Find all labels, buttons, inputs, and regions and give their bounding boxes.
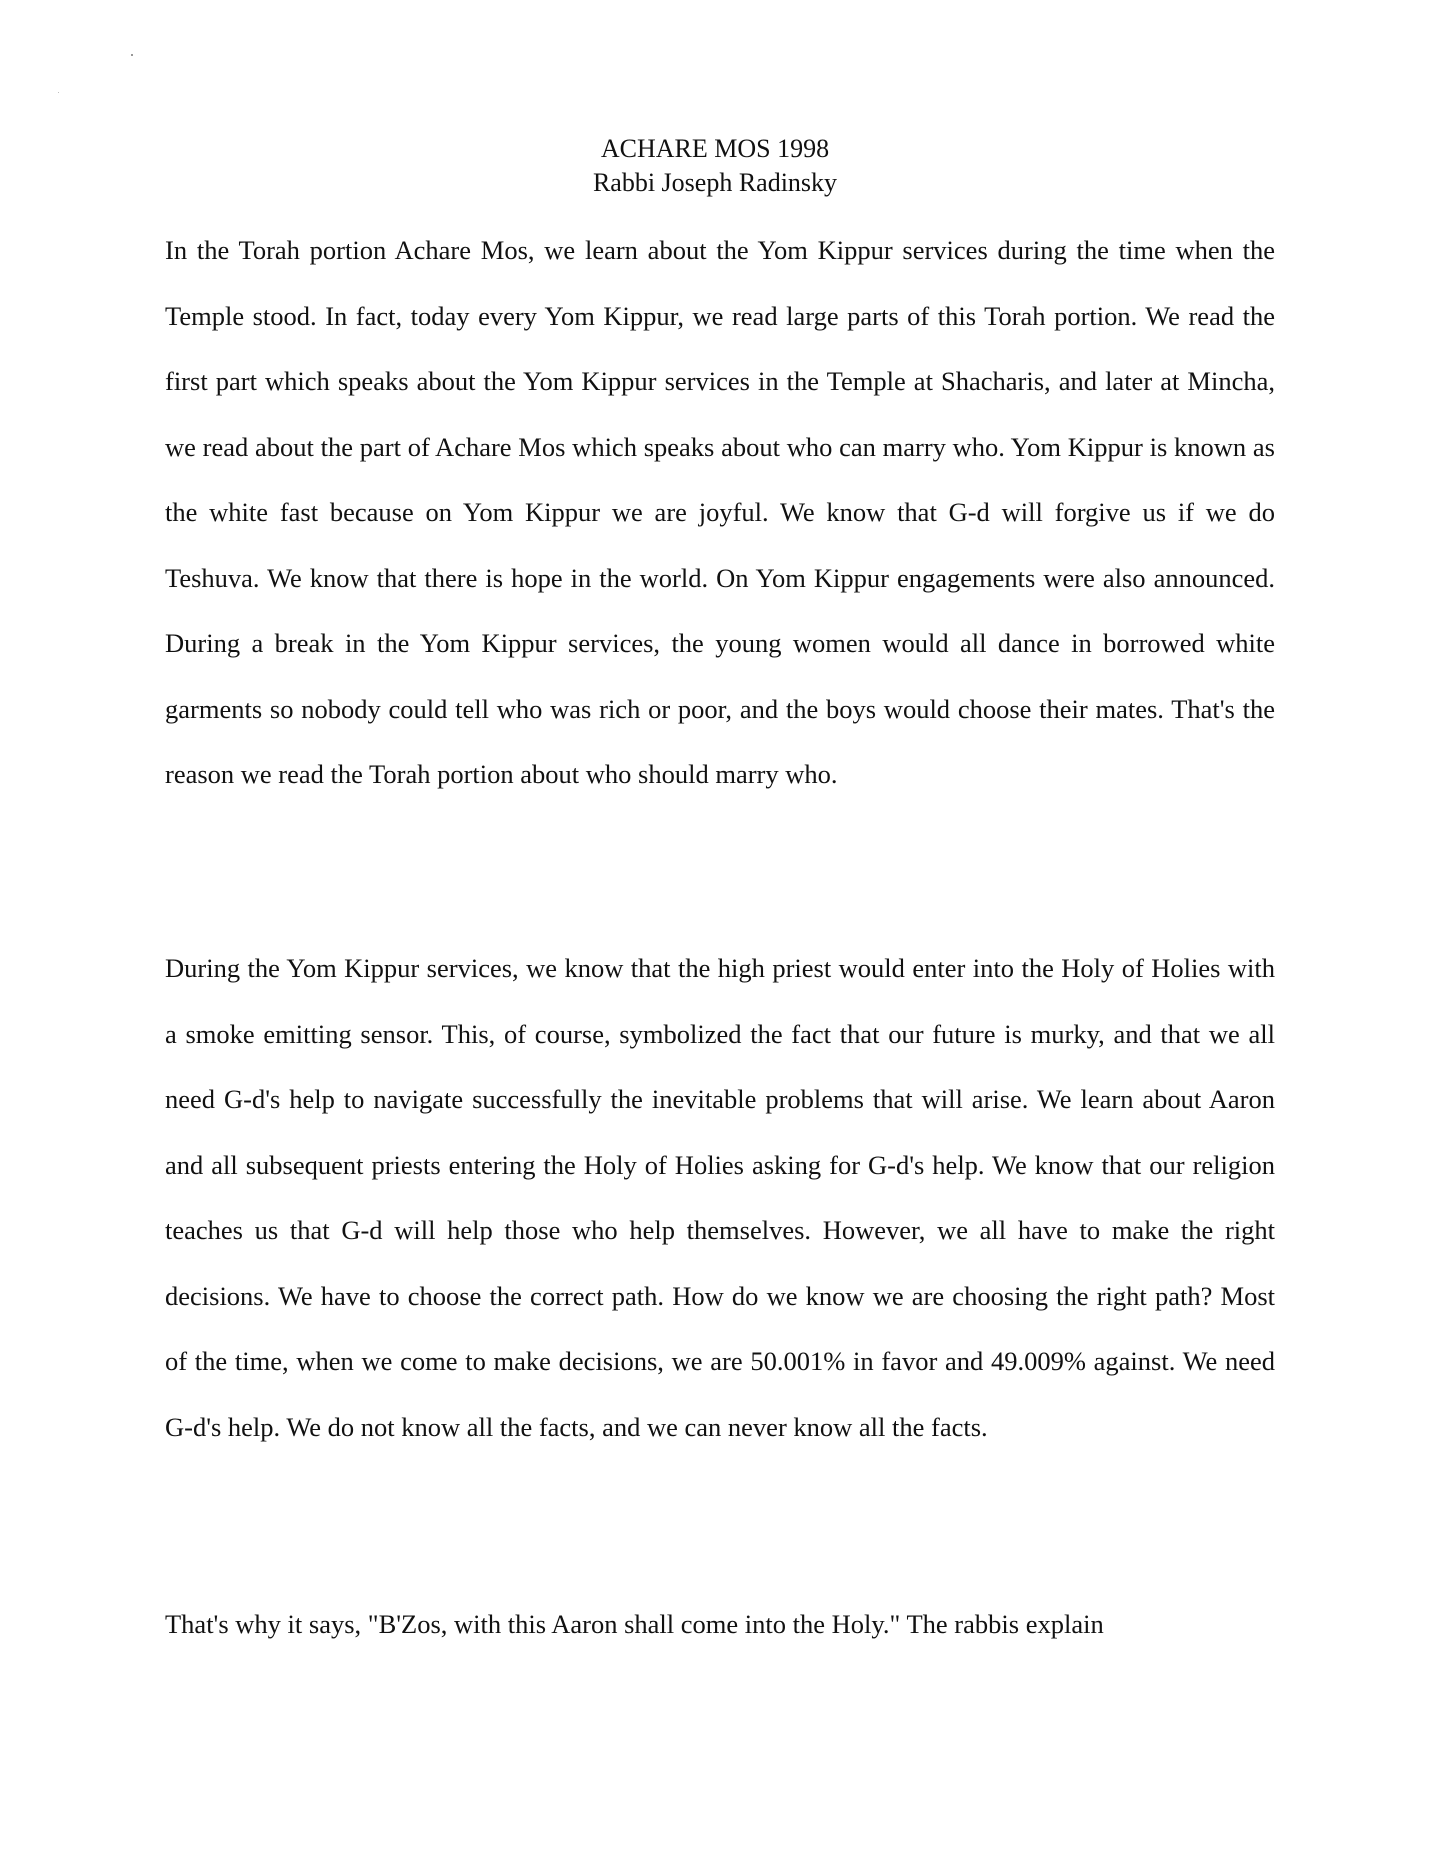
document-title: ACHARE MOS 1998	[600, 134, 830, 163]
paragraph-3: That's why it says, "B'Zos, with this Aaron shall come into the Holy." The rabbis explain	[165, 1609, 1104, 1639]
scan-speck	[58, 92, 59, 93]
paragraph-1: In the Torah portion Achare Mos, we learn about the Yom Kippur services during the time when the Temple stood. In fact, today every Yom Kippur, we read large parts of this Torah portion. We read the first part which speaks about the Yom Kippur services in the Temple at Shacharis, and later at Mincha, we read about the part of Achare Mos which speaks about who can marry who. Yom Kippur is known as the white fast because on Yom Kippur we are joyful. We know that G-d will forgive us if we do Teshuva. We know that there is hope in the world. On Yom Kippur engagements were also announced. During a break in the Yom Kippur services, the young women would all dance in borrowed white garments so nobody could tell who was rich or poor, and the boys would choose their mates. That's the reason we read the Torah portion about who should marry who.	[165, 235, 1275, 789]
paragraph-2: During the Yom Kippur services, we know that the high priest would enter into the Holy of Holies with a smoke emitting sensor. This, of course, symbolized the fact that our future is murky, and that we all need G-d's help to navigate successfully the inevitable problems that will arise. We learn about Aaron and all subsequent priests entering the Holy of Holies asking for G-d's help. We know that our religion teaches us that G-d will help those who help themselves. However, we all have to make the right decisions. We have to choose the correct path. How do we know we are choosing the right path? Most of the time, when we come to make decisions, we are 50.001% in favor and 49.009% against. We need G-d's help. We do not know all the facts, and we can never know all the facts.	[165, 953, 1275, 1442]
document-header	[0, 132, 1430, 200]
scan-speck	[131, 54, 133, 56]
document-author: Rabbi Joseph Radinsky	[592, 168, 838, 197]
